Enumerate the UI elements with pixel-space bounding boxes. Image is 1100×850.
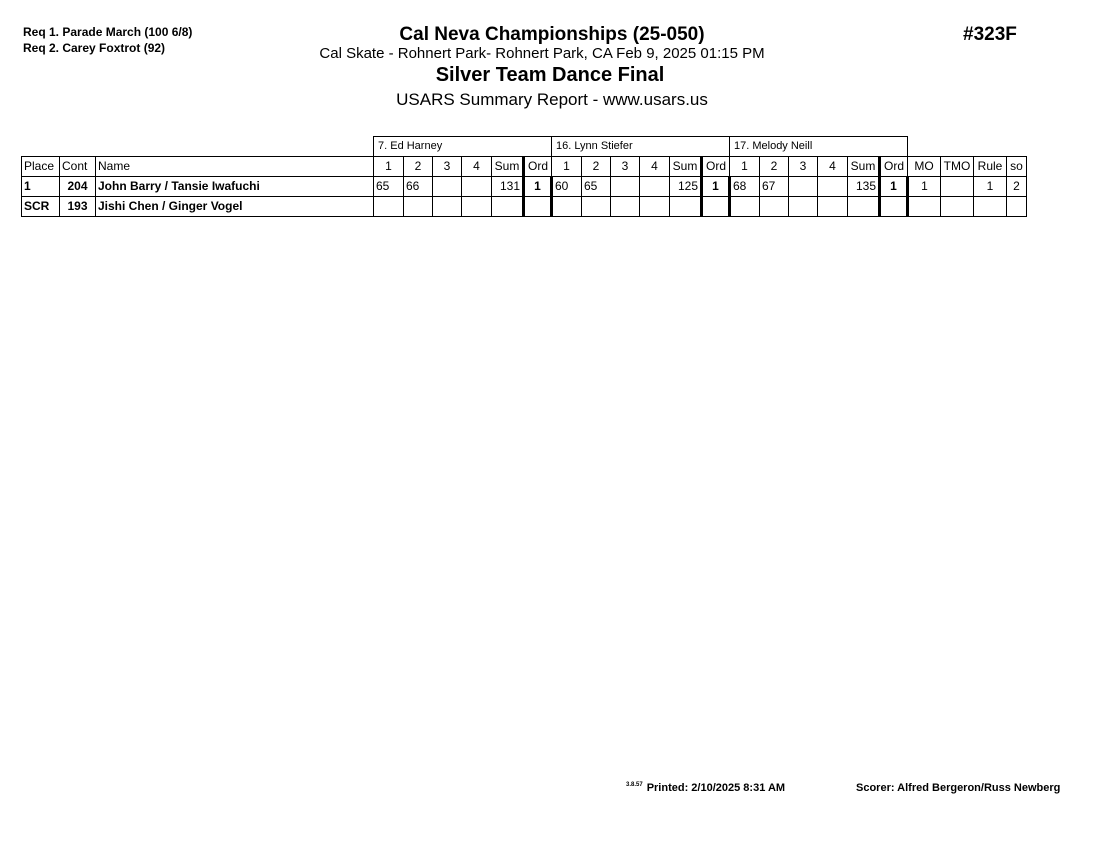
judge-2-col-4-header: 4 <box>640 157 670 177</box>
event-title: Silver Team Dance Final <box>435 64 665 86</box>
score-sum-cell <box>848 197 880 217</box>
venue-line: Cal Skate - Rohnert Park- Rohnert Park, CA Feb 9, 2025 01:15 PM <box>319 45 765 62</box>
judge-2-header: 16. Lynn Stiefer <box>552 137 730 157</box>
event-code: #323F <box>963 24 1017 45</box>
score-1-cell <box>552 197 582 217</box>
ordinal-cell: 1 <box>880 177 908 197</box>
column-header-row <box>22 157 1027 177</box>
place-cell: 1 <box>22 177 60 197</box>
name-header: Name <box>96 157 374 177</box>
judge-3-col-sum-header: Sum <box>848 157 880 177</box>
place-cell: SCR <box>22 197 60 217</box>
score-2-cell: 67 <box>760 177 789 197</box>
score-4-cell <box>818 197 848 217</box>
judge-1-col-ord-header: Ord <box>524 157 552 177</box>
tmo-cell <box>941 177 974 197</box>
score-sum-cell <box>670 197 702 217</box>
judge-1-col-3-header: 3 <box>433 157 462 177</box>
competition-title: Cal Neva Championships (25-050) <box>399 24 705 45</box>
judge-header-row <box>22 137 1027 157</box>
rule-header: Rule <box>974 157 1007 177</box>
score-3-cell <box>789 197 818 217</box>
score-2-cell: 66 <box>404 177 433 197</box>
judge-2-col-2-header: 2 <box>582 157 611 177</box>
team-name-cell: Jishi Chen / Ginger Vogel <box>96 197 374 217</box>
cont-cell: 204 <box>60 177 96 197</box>
judge-2-col-sum-header: Sum <box>670 157 702 177</box>
cont-cell: 193 <box>60 197 96 217</box>
judge-1-header: 7. Ed Harney <box>374 137 552 157</box>
score-sum-cell: 125 <box>670 177 702 197</box>
judge-1-col-1-header: 1 <box>374 157 404 177</box>
so-header: so <box>1007 157 1027 177</box>
score-1-cell: 68 <box>730 177 760 197</box>
score-4-cell <box>462 197 492 217</box>
version-label: 3.8.57 <box>626 782 643 788</box>
table-row <box>22 197 1027 217</box>
ordinal-cell <box>702 197 730 217</box>
printed-date: Printed: 2/10/2025 8:31 AM <box>646 782 786 794</box>
score-2-cell <box>582 197 611 217</box>
score-3-cell <box>789 177 818 197</box>
score-2-cell: 65 <box>582 177 611 197</box>
rule-cell: 1 <box>974 177 1007 197</box>
mo-cell <box>908 197 941 217</box>
rule-cell <box>974 197 1007 217</box>
place-header: Place <box>22 157 60 177</box>
judge-3-header: 17. Melody Neill <box>730 137 908 157</box>
printed-line <box>626 782 785 794</box>
spacer <box>908 137 1027 157</box>
score-1-cell <box>730 197 760 217</box>
score-2-cell <box>760 197 789 217</box>
report-title: USARS Summary Report - www.usars.us <box>396 90 708 109</box>
scorer-line: Scorer: Alfred Bergeron/Russ Newberg <box>856 782 1061 794</box>
requirement-1: Req 1. Parade March (100 6/8) <box>23 25 193 39</box>
score-sum-cell: 131 <box>492 177 524 197</box>
score-3-cell <box>433 177 462 197</box>
ordinal-cell <box>880 197 908 217</box>
cont-header: Cont <box>60 157 96 177</box>
score-sum-cell <box>492 197 524 217</box>
judge-3-col-4-header: 4 <box>818 157 848 177</box>
tmo-cell <box>941 197 974 217</box>
judge-3-col-1-header: 1 <box>730 157 760 177</box>
judge-1-col-2-header: 2 <box>404 157 433 177</box>
table-row <box>22 177 1027 197</box>
judge-3-col-ord-header: Ord <box>880 157 908 177</box>
score-sum-cell: 135 <box>848 177 880 197</box>
judge-2-col-3-header: 3 <box>611 157 640 177</box>
so-cell: 2 <box>1007 177 1027 197</box>
team-name-cell: John Barry / Tansie Iwafuchi <box>96 177 374 197</box>
judge-1-col-4-header: 4 <box>462 157 492 177</box>
score-1-cell <box>374 197 404 217</box>
score-4-cell <box>462 177 492 197</box>
mo-header: MO <box>908 157 941 177</box>
judge-3-col-3-header: 3 <box>789 157 818 177</box>
judge-2-col-ord-header: Ord <box>702 157 730 177</box>
score-3-cell <box>433 197 462 217</box>
ordinal-cell: 1 <box>702 177 730 197</box>
tmo-header: TMO <box>941 157 974 177</box>
score-4-cell <box>640 197 670 217</box>
score-4-cell <box>640 177 670 197</box>
score-1-cell: 60 <box>552 177 582 197</box>
score-4-cell <box>818 177 848 197</box>
score-1-cell: 65 <box>374 177 404 197</box>
judge-2-col-1-header: 1 <box>552 157 582 177</box>
score-3-cell <box>611 177 640 197</box>
judge-3-col-2-header: 2 <box>760 157 789 177</box>
ordinal-cell: 1 <box>524 177 552 197</box>
ordinal-cell <box>524 197 552 217</box>
judge-1-col-sum-header: Sum <box>492 157 524 177</box>
score-3-cell <box>611 197 640 217</box>
so-cell <box>1007 197 1027 217</box>
mo-cell: 1 <box>908 177 941 197</box>
spacer <box>22 137 374 157</box>
score-2-cell <box>404 197 433 217</box>
results-table <box>21 136 1027 217</box>
requirement-2: Req 2. Carey Foxtrot (92) <box>23 41 166 55</box>
